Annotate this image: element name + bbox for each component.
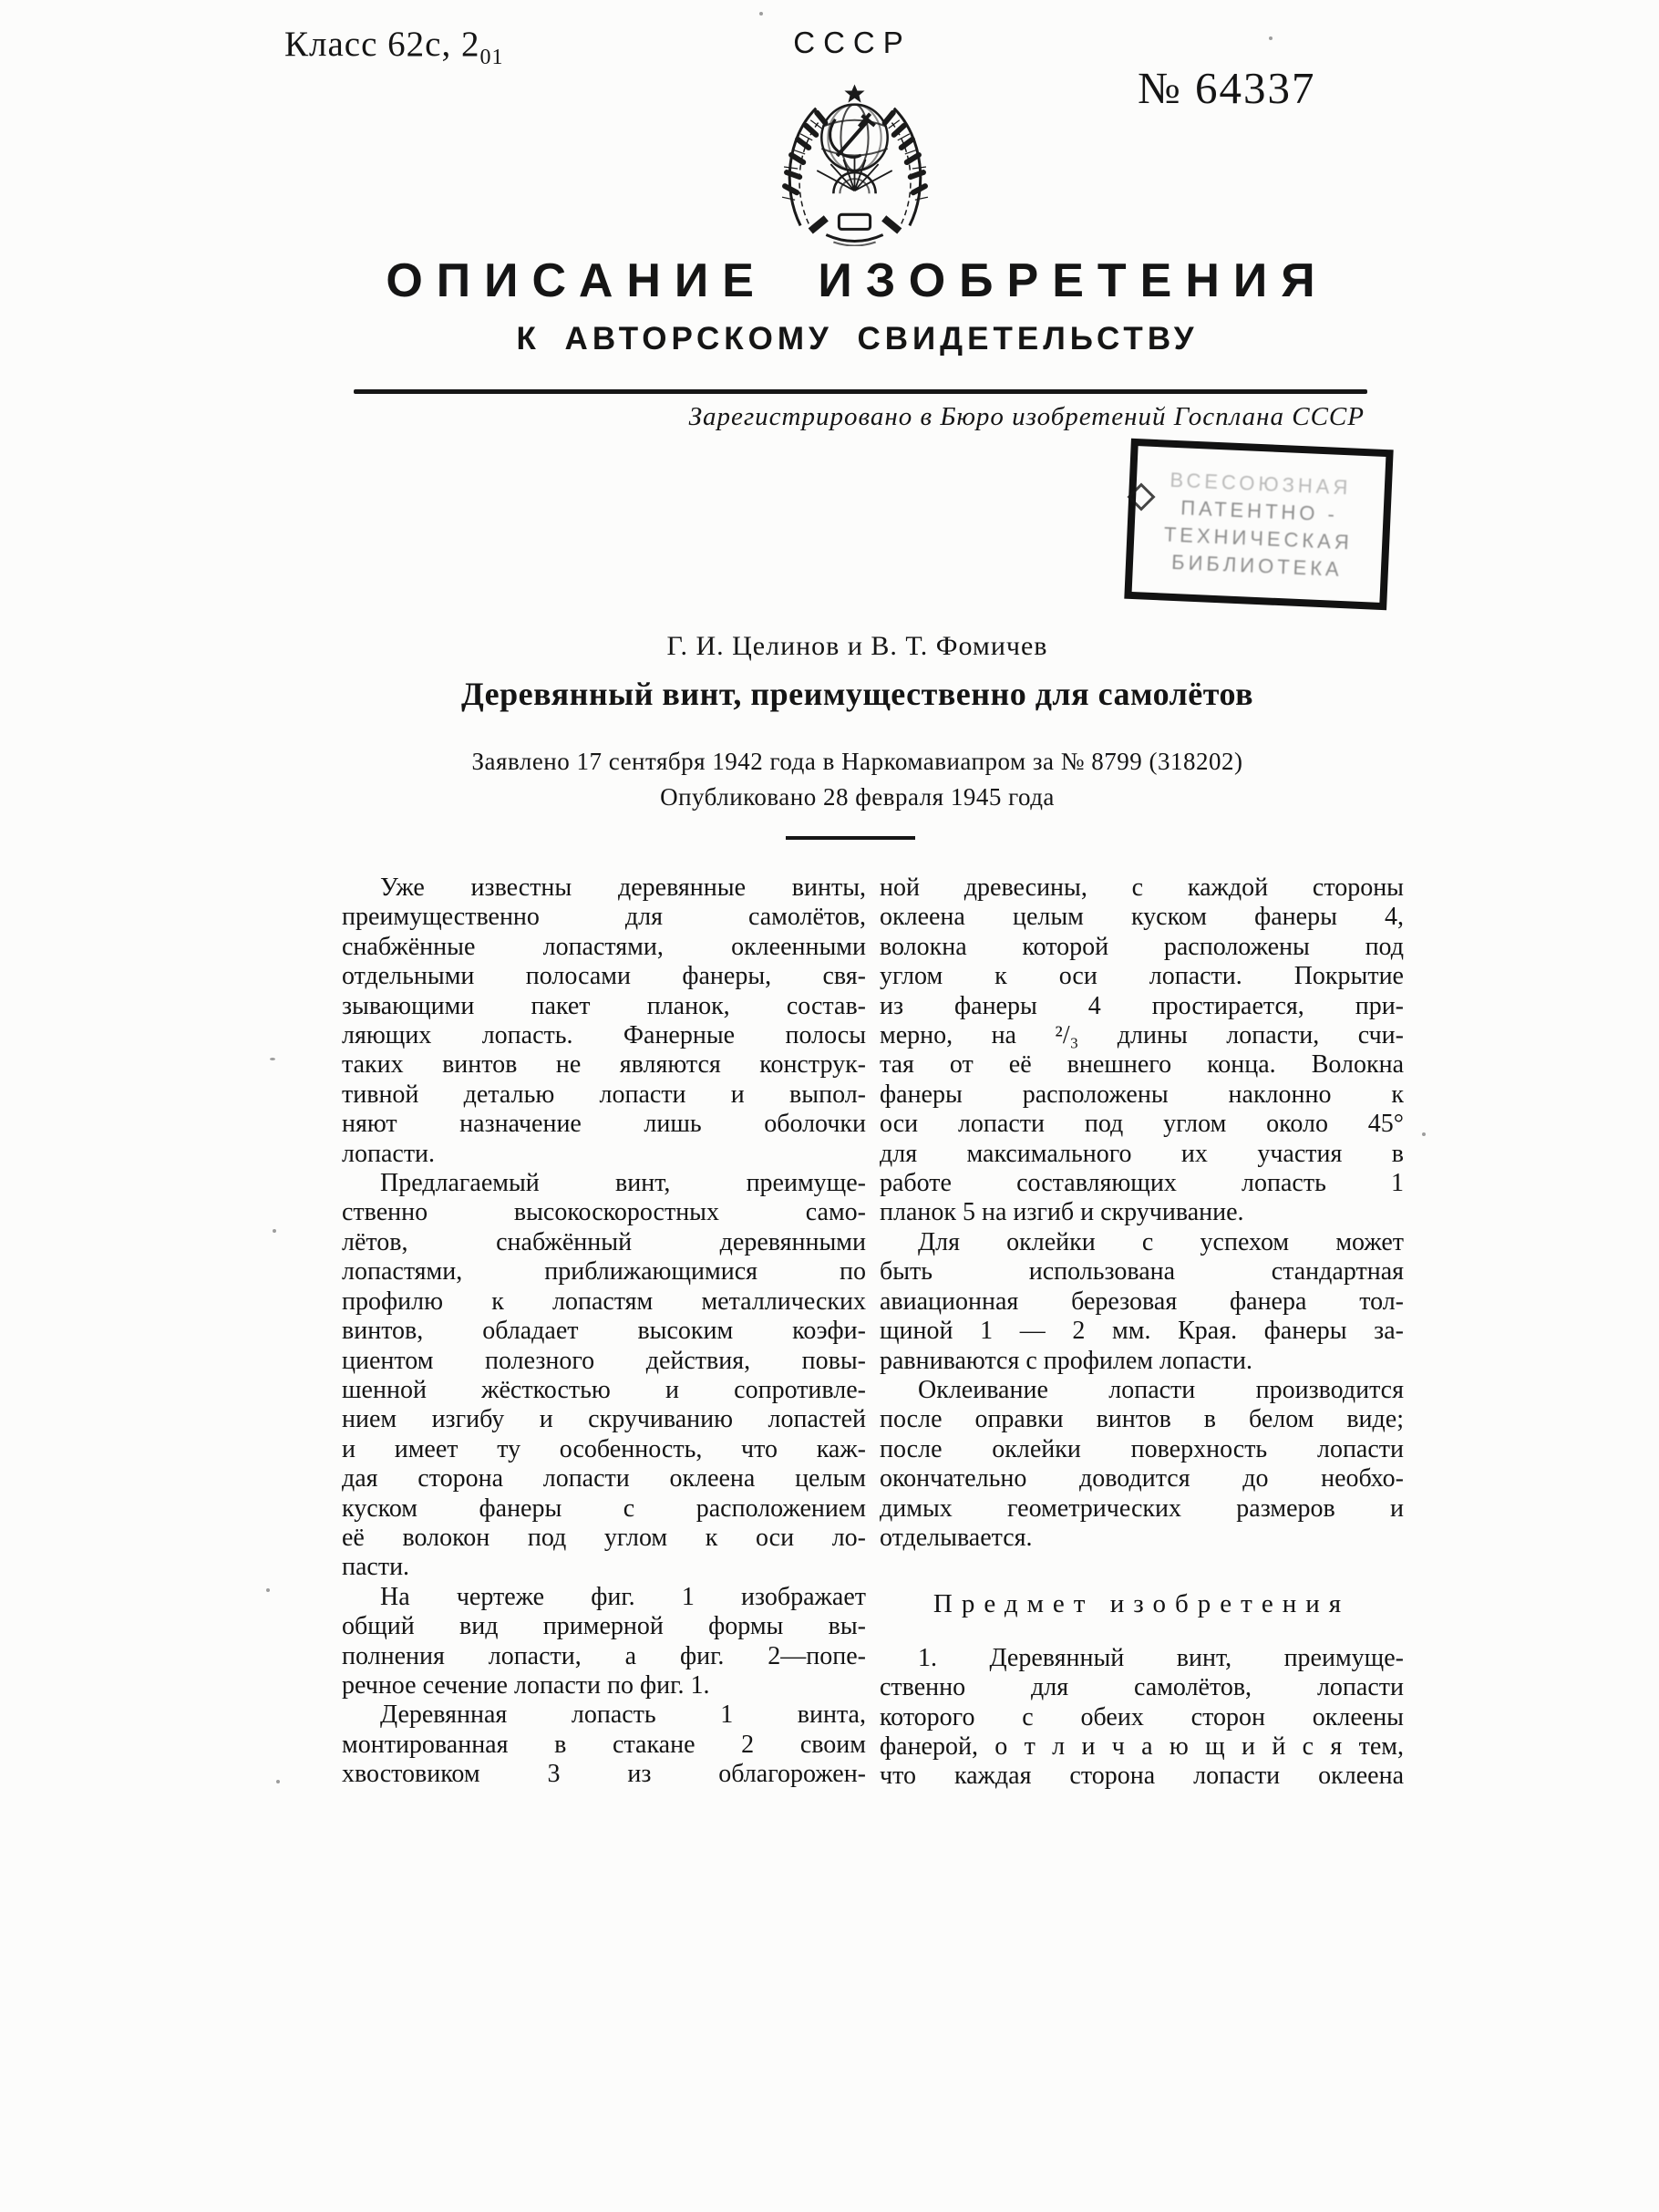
text-line: ляющих лопасть. Фанерные полосы [342, 1021, 866, 1050]
country-label: СССР [793, 26, 912, 59]
library-stamp [1124, 439, 1393, 610]
text-line: профилю к лопастям металлических [342, 1287, 866, 1316]
stamp-line: ПАТЕНТНО - [1180, 496, 1339, 526]
text-line: тая от её внешнего конца. Волокна [880, 1050, 1404, 1080]
text-line: дая сторона лопасти оклеена целым [342, 1464, 866, 1494]
text-line: Для оклейки с успехом может [918, 1227, 1404, 1256]
text-line: куском фанеры с расположением [342, 1494, 866, 1523]
text-line: пасти. [342, 1553, 410, 1582]
text-line: волокна которой расположены под [880, 932, 1404, 961]
text-line: оси лопасти под углом около 45° [880, 1110, 1404, 1139]
text-line: щиной 1 — 2 мм. Края. фанеры за- [880, 1317, 1404, 1346]
document-title: ОПИСАНИЕ ИЗОБРЕТЕНИЯ [386, 254, 1329, 307]
text-line: для максимального их участия в [880, 1139, 1404, 1168]
text-line: после оклейки поверхность лопасти [880, 1434, 1404, 1463]
scan-speck [270, 1058, 275, 1060]
authors-line: Г. И. Целинов и В. Т. Фомичев [666, 631, 1048, 661]
patent-class-subscript: 01 [479, 45, 504, 69]
patent-class-text: Класс 62c, 2 [284, 25, 480, 64]
claims-text [880, 1644, 1404, 1792]
text-line: окончательно доводится до необхо- [880, 1464, 1404, 1494]
text-line: фанерой, о т л и ч а ю щ и й с я тем, [880, 1731, 1404, 1761]
filed-line: Заявлено 17 сентября 1942 года в Наркомавиапром за № 8799 (318202) [471, 748, 1243, 775]
left-column [342, 873, 866, 1792]
scan-speck [1422, 1132, 1426, 1136]
text-line: которого с обеих сторон оклеены [880, 1702, 1404, 1731]
text-line: полнения лопасти, а фиг. 2—попе- [342, 1641, 866, 1670]
text-line: тивной деталью лопасти и выпол- [342, 1080, 866, 1109]
right-column-text [880, 873, 1404, 1553]
text-line: мерно, на ²/₃ длины лопасти, счи- [880, 1021, 1404, 1050]
separator-rule [786, 836, 915, 840]
text-line: отдельными полосами фанеры, свя- [342, 962, 866, 991]
patent-class-label [284, 24, 503, 70]
text-line: циентом полезного действия, повы- [342, 1346, 866, 1375]
text-line: оклеена целым куском фанеры 4, [880, 903, 1404, 932]
text-line: Оклеивание лопасти производится [918, 1375, 1404, 1404]
text-line: снабжённые лопастями, оклеенными [342, 932, 866, 961]
text-line: Уже известны деревянные винты, [380, 873, 866, 902]
text-line: углом к оси лопасти. Покрытие [880, 962, 1404, 991]
claims-heading: Предмет изобретения [933, 1589, 1351, 1619]
star-icon [844, 85, 864, 103]
right-column [880, 873, 1404, 1792]
scan-speck [276, 1780, 280, 1783]
text-line: быть использована стандартная [880, 1257, 1404, 1287]
stamp-line: ВСЕСОЮЗНАЯ [1169, 468, 1352, 500]
text-line: хвостовиком 3 из облагорожен- [342, 1760, 866, 1789]
published-line: Опубликовано 28 февраля 1945 года [660, 783, 1055, 811]
text-line: работе составляющих лопасть 1 [880, 1169, 1404, 1198]
body-columns [342, 873, 1404, 1792]
text-line: нием изгибу и скручиванию лопастей [342, 1405, 866, 1434]
ussr-coat-of-arms-icon [775, 80, 935, 246]
text-line: ной древесины, с каждой стороны [880, 873, 1404, 902]
text-line: речное сечение лопасти по фиг. 1. [342, 1670, 710, 1700]
text-line: ственно для самолётов, лопасти [880, 1673, 1404, 1702]
stamp-line: БИБЛИОТЕКА [1170, 550, 1344, 582]
text-line: 1. Деревянный винт, преимуще- [918, 1643, 1404, 1672]
text-line: общий вид примерной формы вы- [342, 1612, 866, 1641]
document-subtitle: К АВТОРСКОМУ СВИДЕТЕЛЬСТВУ [516, 321, 1199, 357]
text-line: лётов, снабжённый деревянными [342, 1227, 866, 1256]
text-line: зывающими пакет планок, состав- [342, 991, 866, 1020]
text-line: Деревянная лопасть 1 винта, [380, 1700, 866, 1730]
text-line: и имеет ту особенность, что каж- [342, 1434, 866, 1463]
text-line: монтированная в стакане 2 своим [342, 1730, 866, 1759]
scan-speck [1269, 36, 1273, 40]
text-line: шенной жёсткостью и сопротивле- [342, 1375, 866, 1404]
scan-speck [273, 1229, 276, 1233]
text-line: ственно высокоскоростных само- [342, 1198, 866, 1227]
text-line: лопастями, приближающимися по [342, 1257, 866, 1287]
scan-speck [266, 1588, 270, 1592]
text-line: авиационная березовая фанера тол- [880, 1287, 1404, 1316]
text-line: На чертеже фиг. 1 изображает [380, 1582, 866, 1611]
text-line: таких винтов не являются конструк- [342, 1050, 866, 1080]
text-line: няют назначение лишь оболочки [342, 1110, 866, 1139]
text-line: что каждая сторона лопасти оклеена [880, 1762, 1404, 1791]
text-line: равниваются с профилем лопасти. [880, 1346, 1253, 1375]
patent-number: № 64337 [1138, 63, 1316, 113]
text-line: из фанеры 4 простирается, при- [880, 991, 1404, 1020]
text-line: Предлагаемый винт, преимуще- [380, 1169, 866, 1198]
registered-line: Зарегистрировано в Бюро изобретений Госплана СССР [688, 402, 1365, 431]
text-line: её волокон под углом к оси ло- [342, 1523, 866, 1552]
scan-speck [759, 12, 763, 16]
text-line: планок 5 на изгиб и скручивание. [880, 1198, 1244, 1227]
text-line: отделывается. [880, 1523, 1033, 1552]
text-line: преимущественно для самолётов, [342, 903, 866, 932]
invention-title: Деревянный винт, преимущественно для самолётов [460, 676, 1254, 712]
text-line: винтов, обладает высоким коэфи- [342, 1317, 866, 1346]
text-line: фанеры расположены наклонно к [880, 1080, 1404, 1109]
horizontal-rule [354, 389, 1367, 394]
text-line: после оправки винтов в белом виде; [880, 1405, 1404, 1434]
text-line: димых геометрических размеров и [880, 1494, 1404, 1523]
text-line: лопасти. [342, 1139, 436, 1168]
stamp-line: ТЕХНИЧЕСКАЯ [1163, 522, 1354, 554]
